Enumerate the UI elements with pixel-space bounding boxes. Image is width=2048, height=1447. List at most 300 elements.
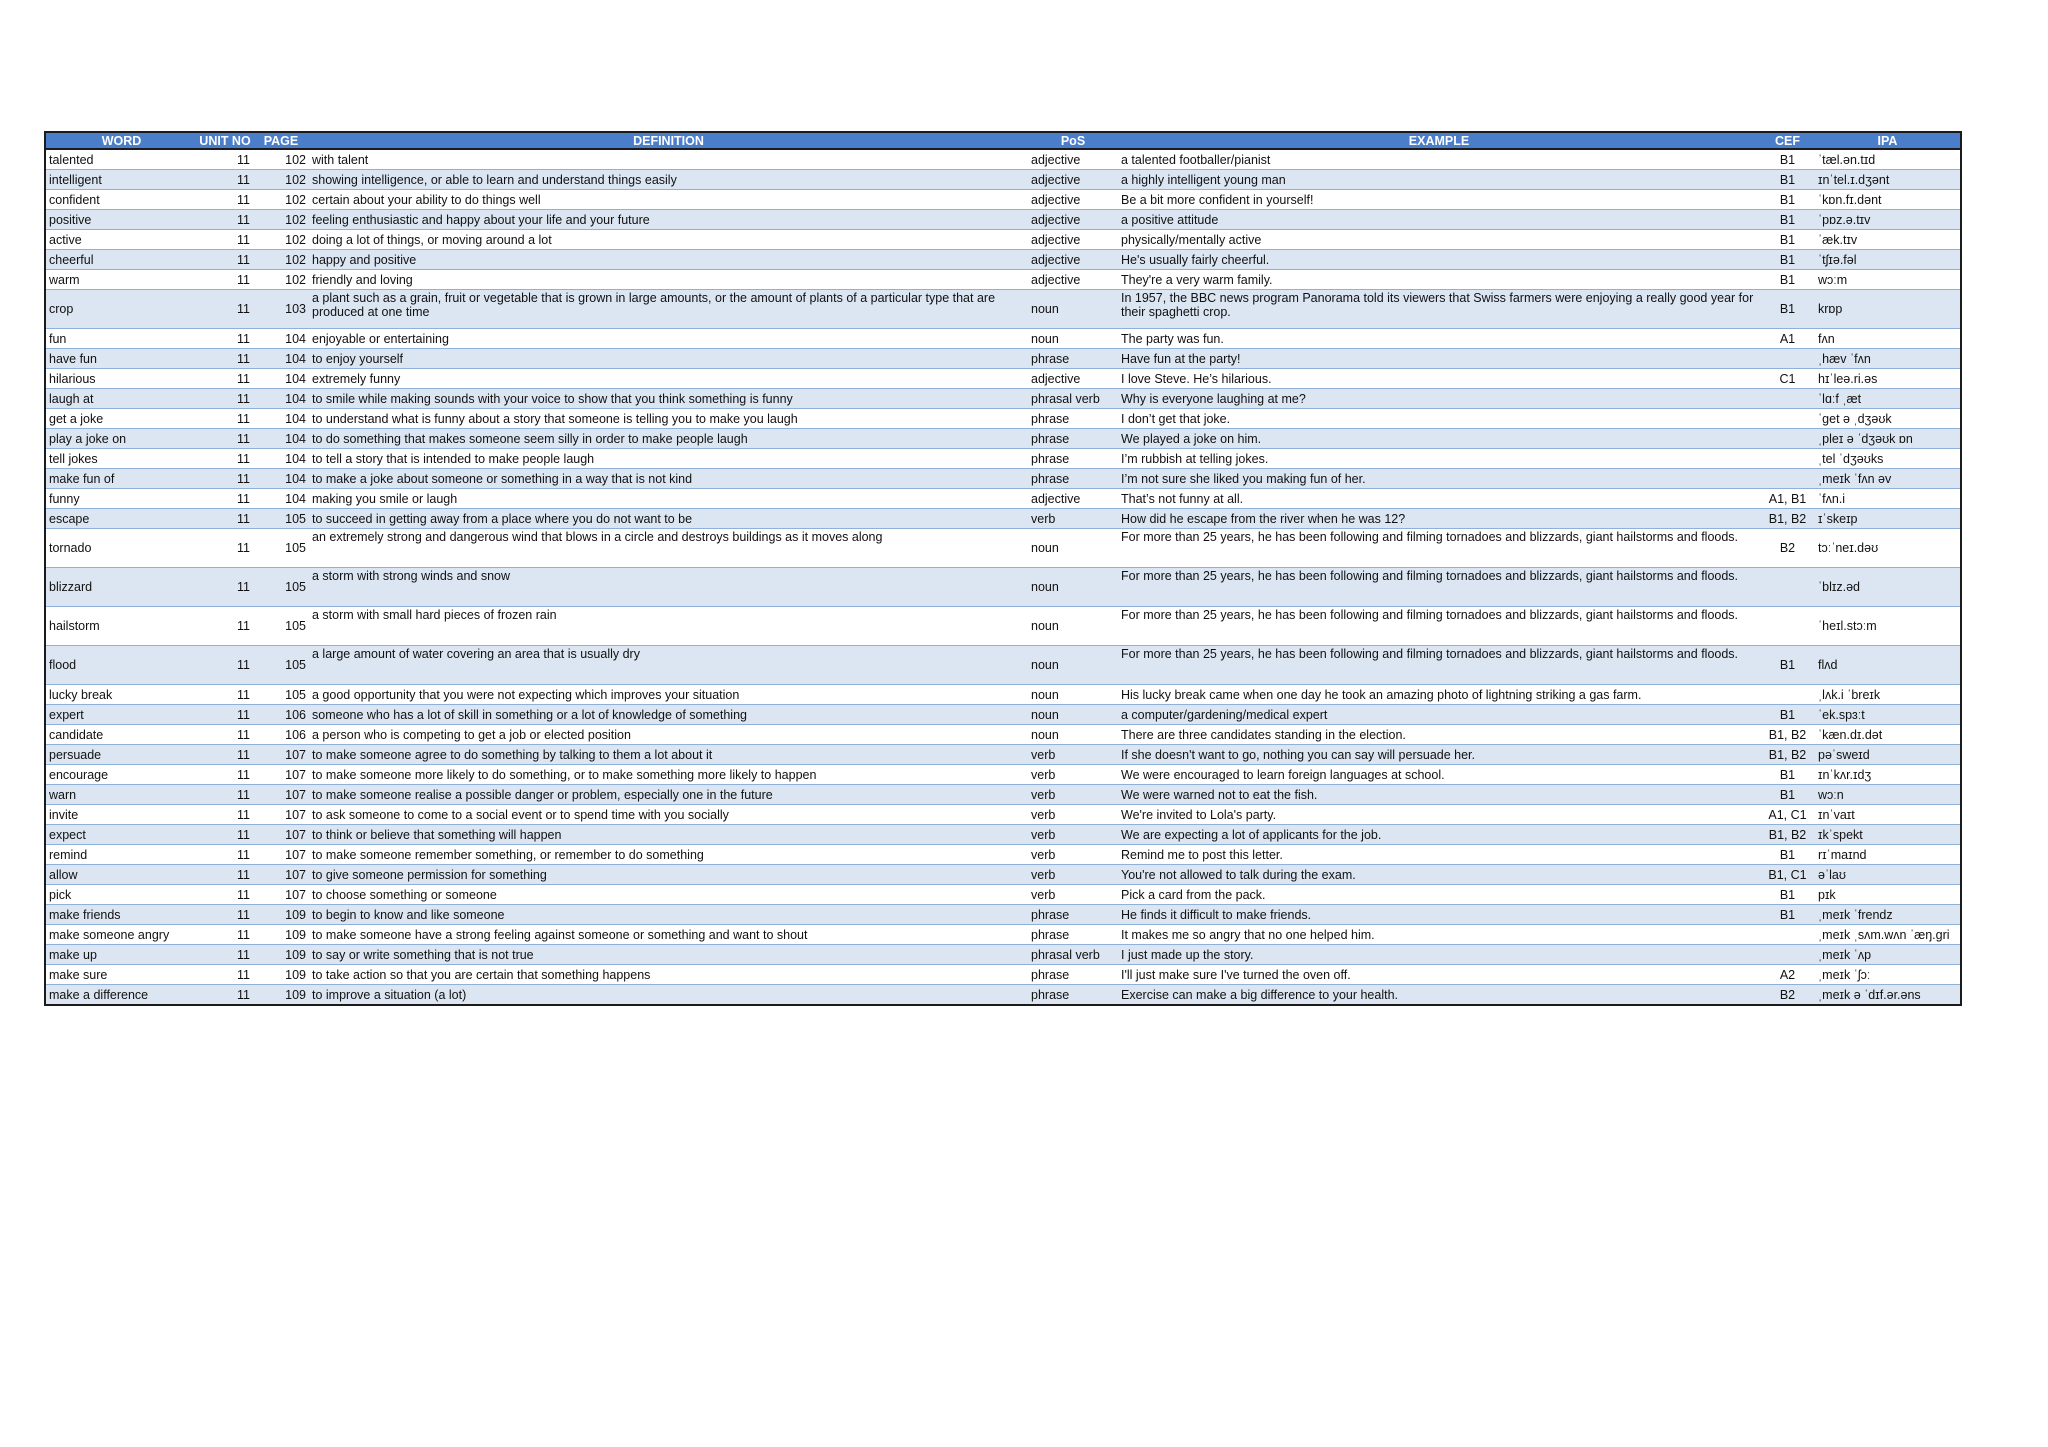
- cell-word: hilarious: [45, 369, 197, 389]
- cell-cef: B1: [1760, 230, 1815, 250]
- cell-definition: happy and positive: [309, 250, 1028, 270]
- cell-cef: [1760, 349, 1815, 369]
- cell-word: make someone angry: [45, 925, 197, 945]
- cell-pos: verb: [1028, 865, 1118, 885]
- header-unit-no: UNIT NO: [197, 132, 253, 149]
- cell-ipa: ɪnˈvaɪt: [1815, 805, 1961, 825]
- cell-cef: [1760, 469, 1815, 489]
- cell-ipa: ˌtel ˈdʒəʊks: [1815, 449, 1961, 469]
- cell-cef: [1760, 945, 1815, 965]
- cell-example: You're not allowed to talk during the exam.: [1118, 865, 1760, 885]
- cell-page: 105: [253, 646, 309, 685]
- cell-pos: noun: [1028, 725, 1118, 745]
- cell-cef: [1760, 607, 1815, 646]
- cell-ipa: fʌn: [1815, 329, 1961, 349]
- cell-unit-no: 11: [197, 469, 253, 489]
- cell-cef: A2: [1760, 965, 1815, 985]
- cell-pos: noun: [1028, 290, 1118, 329]
- cell-unit-no: 11: [197, 270, 253, 290]
- cell-pos: verb: [1028, 785, 1118, 805]
- cell-example: I just made up the story.: [1118, 945, 1760, 965]
- cell-word: warn: [45, 785, 197, 805]
- cell-example: I'll just make sure I've turned the oven off.: [1118, 965, 1760, 985]
- cell-cef: [1760, 389, 1815, 409]
- table-row: [45, 290, 1961, 329]
- cell-page: 105: [253, 509, 309, 529]
- cell-page: 107: [253, 745, 309, 765]
- cell-cef: B1, B2: [1760, 745, 1815, 765]
- cell-cef: [1760, 685, 1815, 705]
- table-row: [45, 509, 1961, 529]
- cell-definition: to make someone remember something, or remember to do something: [309, 845, 1028, 865]
- cell-unit-no: 11: [197, 685, 253, 705]
- header-example: EXAMPLE: [1118, 132, 1760, 149]
- cell-word: lucky break: [45, 685, 197, 705]
- cell-word: positive: [45, 210, 197, 230]
- cell-unit-no: 11: [197, 449, 253, 469]
- cell-cef: [1760, 568, 1815, 607]
- cell-word: crop: [45, 290, 197, 329]
- cell-cef: B1: [1760, 705, 1815, 725]
- cell-cef: B1: [1760, 270, 1815, 290]
- table-row: [45, 349, 1961, 369]
- header-ipa: IPA: [1815, 132, 1961, 149]
- cell-cef: B1, B2: [1760, 509, 1815, 529]
- cell-pos: adjective: [1028, 369, 1118, 389]
- table-row: [45, 329, 1961, 349]
- cell-word: pick: [45, 885, 197, 905]
- cell-cef: A1: [1760, 329, 1815, 349]
- cell-definition: to succeed in getting away from a place where you do not want to be: [309, 509, 1028, 529]
- cell-pos: adjective: [1028, 230, 1118, 250]
- cell-unit-no: 11: [197, 607, 253, 646]
- cell-unit-no: 11: [197, 509, 253, 529]
- cell-cef: B2: [1760, 985, 1815, 1006]
- cell-page: 105: [253, 568, 309, 607]
- cell-word: intelligent: [45, 170, 197, 190]
- cell-example: He finds it difficult to make friends.: [1118, 905, 1760, 925]
- cell-ipa: ˈek.spɜːt: [1815, 705, 1961, 725]
- cell-unit-no: 11: [197, 568, 253, 607]
- cell-word: funny: [45, 489, 197, 509]
- cell-word: make fun of: [45, 469, 197, 489]
- cell-page: 102: [253, 250, 309, 270]
- cell-ipa: ˈkæn.dɪ.dət: [1815, 725, 1961, 745]
- cell-cef: B2: [1760, 529, 1815, 568]
- cell-definition: to do something that makes someone seem silly in order to make people laugh: [309, 429, 1028, 449]
- cell-definition: friendly and loving: [309, 270, 1028, 290]
- cell-example: How did he escape from the river when he was 12?: [1118, 509, 1760, 529]
- cell-ipa: ˌmeɪk ˌsʌm.wʌn ˈæŋ.gri: [1815, 925, 1961, 945]
- cell-cef: B1: [1760, 785, 1815, 805]
- header-pos: PoS: [1028, 132, 1118, 149]
- table-row: [45, 745, 1961, 765]
- cell-example: a highly intelligent young man: [1118, 170, 1760, 190]
- cell-pos: noun: [1028, 607, 1118, 646]
- table-row: [45, 925, 1961, 945]
- cell-example: We were encouraged to learn foreign languages at school.: [1118, 765, 1760, 785]
- cell-cef: A1, C1: [1760, 805, 1815, 825]
- cell-pos: adjective: [1028, 210, 1118, 230]
- table-row: [45, 250, 1961, 270]
- cell-definition: to make someone realise a possible danger or problem, especially one in the future: [309, 785, 1028, 805]
- cell-word: blizzard: [45, 568, 197, 607]
- cell-pos: noun: [1028, 646, 1118, 685]
- cell-word: active: [45, 230, 197, 250]
- cell-example: For more than 25 years, he has been following and filming tornadoes and blizzards, giant hailstorms and floods.: [1118, 646, 1760, 685]
- cell-pos: verb: [1028, 845, 1118, 865]
- cell-ipa: ˈfʌn.i: [1815, 489, 1961, 509]
- cell-page: 102: [253, 149, 309, 170]
- cell-page: 109: [253, 905, 309, 925]
- cell-pos: noun: [1028, 568, 1118, 607]
- cell-ipa: wɔːn: [1815, 785, 1961, 805]
- cell-definition: to take action so that you are certain that something happens: [309, 965, 1028, 985]
- cell-pos: adjective: [1028, 250, 1118, 270]
- cell-page: 105: [253, 607, 309, 646]
- cell-pos: phrase: [1028, 349, 1118, 369]
- cell-cef: B1: [1760, 290, 1815, 329]
- cell-page: 104: [253, 349, 309, 369]
- cell-ipa: ɪnˈtel.ɪ.dʒənt: [1815, 170, 1961, 190]
- cell-ipa: pɪk: [1815, 885, 1961, 905]
- header-definition: DEFINITION: [309, 132, 1028, 149]
- cell-ipa: ˌmeɪk ˈfʌn əv: [1815, 469, 1961, 489]
- cell-page: 104: [253, 489, 309, 509]
- cell-ipa: ˌpleɪ ə ˈdʒəʊk ɒn: [1815, 429, 1961, 449]
- cell-unit-no: 11: [197, 885, 253, 905]
- cell-cef: B1: [1760, 885, 1815, 905]
- cell-word: get a joke: [45, 409, 197, 429]
- cell-ipa: ˈkɒn.fɪ.dənt: [1815, 190, 1961, 210]
- cell-cef: B1: [1760, 765, 1815, 785]
- cell-example: In 1957, the BBC news program Panorama told its viewers that Swiss farmers were enjoying a really good year for their spaghetti crop.: [1118, 290, 1760, 329]
- table-row: [45, 945, 1961, 965]
- cell-pos: phrasal verb: [1028, 945, 1118, 965]
- cell-ipa: ɪkˈspekt: [1815, 825, 1961, 845]
- cell-word: flood: [45, 646, 197, 685]
- cell-page: 104: [253, 329, 309, 349]
- cell-unit-no: 11: [197, 925, 253, 945]
- cell-ipa: ˈtæl.ən.tɪd: [1815, 149, 1961, 170]
- table-row: [45, 210, 1961, 230]
- cell-ipa: ˌmeɪk ˈʌp: [1815, 945, 1961, 965]
- cell-example: It makes me so angry that no one helped him.: [1118, 925, 1760, 945]
- cell-pos: phrase: [1028, 409, 1118, 429]
- cell-pos: phrase: [1028, 449, 1118, 469]
- cell-page: 107: [253, 885, 309, 905]
- table-row: [45, 449, 1961, 469]
- cell-word: invite: [45, 805, 197, 825]
- cell-word: remind: [45, 845, 197, 865]
- cell-word: warm: [45, 270, 197, 290]
- cell-page: 104: [253, 469, 309, 489]
- cell-definition: to make someone agree to do something by talking to them a lot about it: [309, 745, 1028, 765]
- cell-page: 104: [253, 409, 309, 429]
- header-row: [45, 132, 1961, 149]
- cell-page: 102: [253, 230, 309, 250]
- cell-unit-no: 11: [197, 765, 253, 785]
- cell-unit-no: 11: [197, 429, 253, 449]
- cell-word: expect: [45, 825, 197, 845]
- cell-example: I don’t get that joke.: [1118, 409, 1760, 429]
- cell-definition: to improve a situation (a lot): [309, 985, 1028, 1006]
- cell-unit-no: 11: [197, 210, 253, 230]
- cell-unit-no: 11: [197, 190, 253, 210]
- cell-example: If she doesn't want to go, nothing you can say will persuade her.: [1118, 745, 1760, 765]
- cell-ipa: ˈblɪz.əd: [1815, 568, 1961, 607]
- cell-ipa: ˈheɪl.stɔːm: [1815, 607, 1961, 646]
- cell-ipa: rɪˈmaɪnd: [1815, 845, 1961, 865]
- cell-unit-no: 11: [197, 489, 253, 509]
- cell-unit-no: 11: [197, 725, 253, 745]
- cell-unit-no: 11: [197, 985, 253, 1006]
- cell-example: For more than 25 years, he has been following and filming tornadoes and blizzards, giant hailstorms and floods.: [1118, 529, 1760, 568]
- cell-ipa: ˈpɒz.ə.tɪv: [1815, 210, 1961, 230]
- cell-page: 102: [253, 270, 309, 290]
- cell-word: escape: [45, 509, 197, 529]
- cell-cef: [1760, 429, 1815, 449]
- cell-example: Remind me to post this letter.: [1118, 845, 1760, 865]
- table-row: [45, 705, 1961, 725]
- cell-page: 104: [253, 429, 309, 449]
- cell-unit-no: 11: [197, 409, 253, 429]
- cell-pos: verb: [1028, 805, 1118, 825]
- cell-unit-no: 11: [197, 646, 253, 685]
- cell-definition: a good opportunity that you were not expecting which improves your situation: [309, 685, 1028, 705]
- cell-definition: to make someone have a strong feeling against someone or something and want to shout: [309, 925, 1028, 945]
- cell-ipa: ˈlɑːf ˌæt: [1815, 389, 1961, 409]
- cell-definition: certain about your ability to do things well: [309, 190, 1028, 210]
- cell-ipa: ˈtʃɪə.fəl: [1815, 250, 1961, 270]
- table-row: [45, 765, 1961, 785]
- table-row: [45, 529, 1961, 568]
- cell-word: encourage: [45, 765, 197, 785]
- cell-example: Have fun at the party!: [1118, 349, 1760, 369]
- table-row: [45, 489, 1961, 509]
- cell-page: 105: [253, 529, 309, 568]
- cell-example: They're a very warm family.: [1118, 270, 1760, 290]
- table-row: [45, 885, 1961, 905]
- vocabulary-table: [44, 131, 1962, 1006]
- table-row: [45, 230, 1961, 250]
- cell-pos: noun: [1028, 705, 1118, 725]
- cell-pos: phrase: [1028, 469, 1118, 489]
- cell-page: 102: [253, 170, 309, 190]
- cell-unit-no: 11: [197, 945, 253, 965]
- cell-example: For more than 25 years, he has been following and filming tornadoes and blizzards, giant hailstorms and floods.: [1118, 568, 1760, 607]
- cell-cef: B1, B2: [1760, 725, 1815, 745]
- cell-unit-no: 11: [197, 529, 253, 568]
- cell-word: talented: [45, 149, 197, 170]
- cell-page: 102: [253, 190, 309, 210]
- cell-pos: adjective: [1028, 489, 1118, 509]
- cell-unit-no: 11: [197, 825, 253, 845]
- cell-unit-no: 11: [197, 170, 253, 190]
- table-row: [45, 965, 1961, 985]
- cell-cef: [1760, 925, 1815, 945]
- table-row: [45, 369, 1961, 389]
- cell-unit-no: 11: [197, 905, 253, 925]
- cell-word: have fun: [45, 349, 197, 369]
- cell-example: a positive attitude: [1118, 210, 1760, 230]
- cell-ipa: ˌmeɪk ˈfrendz: [1815, 905, 1961, 925]
- cell-word: play a joke on: [45, 429, 197, 449]
- table-row: [45, 190, 1961, 210]
- cell-word: fun: [45, 329, 197, 349]
- cell-example: a computer/gardening/medical expert: [1118, 705, 1760, 725]
- cell-definition: to make someone more likely to do something, or to make something more likely to happen: [309, 765, 1028, 785]
- cell-pos: phrase: [1028, 429, 1118, 449]
- cell-cef: [1760, 449, 1815, 469]
- cell-cef: B1, B2: [1760, 825, 1815, 845]
- cell-example: We are expecting a lot of applicants for the job.: [1118, 825, 1760, 845]
- cell-ipa: ˌmeɪk ˈʃɔː: [1815, 965, 1961, 985]
- cell-ipa: ˌhæv ˈfʌn: [1815, 349, 1961, 369]
- table-row: [45, 568, 1961, 607]
- cell-unit-no: 11: [197, 745, 253, 765]
- cell-example: There are three candidates standing in the election.: [1118, 725, 1760, 745]
- cell-definition: a storm with small hard pieces of frozen rain: [309, 607, 1028, 646]
- cell-unit-no: 11: [197, 149, 253, 170]
- table-body: [45, 149, 1961, 1005]
- cell-unit-no: 11: [197, 705, 253, 725]
- cell-unit-no: 11: [197, 329, 253, 349]
- cell-ipa: ˌmeɪk ə ˈdɪf.ər.əns: [1815, 985, 1961, 1006]
- cell-definition: to choose something or someone: [309, 885, 1028, 905]
- cell-definition: a storm with strong winds and snow: [309, 568, 1028, 607]
- cell-page: 109: [253, 965, 309, 985]
- cell-example: The party was fun.: [1118, 329, 1760, 349]
- cell-example: Exercise can make a big difference to your health.: [1118, 985, 1760, 1006]
- cell-pos: adjective: [1028, 149, 1118, 170]
- cell-example: His lucky break came when one day he took an amazing photo of lightning striking a gas farm.: [1118, 685, 1760, 705]
- table-row: [45, 429, 1961, 449]
- cell-page: 103: [253, 290, 309, 329]
- table-row: [45, 985, 1961, 1006]
- table-row: [45, 607, 1961, 646]
- table-row: [45, 685, 1961, 705]
- cell-pos: verb: [1028, 885, 1118, 905]
- table-row: [45, 170, 1961, 190]
- cell-pos: adjective: [1028, 190, 1118, 210]
- cell-pos: verb: [1028, 825, 1118, 845]
- cell-ipa: əˈlaʊ: [1815, 865, 1961, 885]
- cell-cef: B1: [1760, 210, 1815, 230]
- cell-unit-no: 11: [197, 965, 253, 985]
- cell-word: make friends: [45, 905, 197, 925]
- table-row: [45, 149, 1961, 170]
- cell-page: 107: [253, 865, 309, 885]
- cell-cef: B1: [1760, 646, 1815, 685]
- table-row: [45, 785, 1961, 805]
- cell-word: hailstorm: [45, 607, 197, 646]
- cell-unit-no: 11: [197, 349, 253, 369]
- cell-word: tell jokes: [45, 449, 197, 469]
- cell-word: allow: [45, 865, 197, 885]
- table-row: [45, 805, 1961, 825]
- cell-definition: to make a joke about someone or something in a way that is not kind: [309, 469, 1028, 489]
- cell-example: physically/mentally active: [1118, 230, 1760, 250]
- cell-cef: B1: [1760, 190, 1815, 210]
- cell-ipa: pəˈsweɪd: [1815, 745, 1961, 765]
- cell-pos: phrase: [1028, 965, 1118, 985]
- cell-pos: verb: [1028, 765, 1118, 785]
- cell-cef: B1: [1760, 170, 1815, 190]
- cell-definition: a plant such as a grain, fruit or vegetable that is grown in large amounts, or the amount of plants of a particular type that are produced at one time: [309, 290, 1028, 329]
- cell-definition: to ask someone to come to a social event or to spend time with you socially: [309, 805, 1028, 825]
- table-row: [45, 389, 1961, 409]
- cell-word: make a difference: [45, 985, 197, 1006]
- cell-pos: adjective: [1028, 170, 1118, 190]
- table-row: [45, 825, 1961, 845]
- cell-page: 102: [253, 210, 309, 230]
- cell-page: 104: [253, 449, 309, 469]
- cell-page: 106: [253, 705, 309, 725]
- table-row: [45, 469, 1961, 489]
- cell-example: For more than 25 years, he has been following and filming tornadoes and blizzards, giant hailstorms and floods.: [1118, 607, 1760, 646]
- cell-pos: noun: [1028, 329, 1118, 349]
- cell-ipa: ˌlʌk.i ˈbreɪk: [1815, 685, 1961, 705]
- cell-pos: phrase: [1028, 985, 1118, 1006]
- header-word: WORD: [45, 132, 197, 149]
- cell-word: candidate: [45, 725, 197, 745]
- cell-page: 104: [253, 369, 309, 389]
- cell-example: Why is everyone laughing at me?: [1118, 389, 1760, 409]
- cell-unit-no: 11: [197, 250, 253, 270]
- cell-example: We were warned not to eat the fish.: [1118, 785, 1760, 805]
- cell-cef: [1760, 409, 1815, 429]
- cell-page: 109: [253, 925, 309, 945]
- cell-example: I love Steve. He’s hilarious.: [1118, 369, 1760, 389]
- cell-unit-no: 11: [197, 845, 253, 865]
- cell-cef: B1: [1760, 845, 1815, 865]
- cell-definition: showing intelligence, or able to learn and understand things easily: [309, 170, 1028, 190]
- cell-word: make up: [45, 945, 197, 965]
- cell-example: a talented footballer/pianist: [1118, 149, 1760, 170]
- cell-word: make sure: [45, 965, 197, 985]
- cell-definition: to give someone permission for something: [309, 865, 1028, 885]
- cell-unit-no: 11: [197, 290, 253, 329]
- cell-definition: a person who is competing to get a job or elected position: [309, 725, 1028, 745]
- cell-definition: to begin to know and like someone: [309, 905, 1028, 925]
- cell-unit-no: 11: [197, 230, 253, 250]
- cell-cef: B1: [1760, 905, 1815, 925]
- cell-page: 107: [253, 845, 309, 865]
- cell-ipa: hɪˈleə.ri.əs: [1815, 369, 1961, 389]
- cell-definition: someone who has a lot of skill in something or a lot of knowledge of something: [309, 705, 1028, 725]
- cell-pos: noun: [1028, 529, 1118, 568]
- cell-definition: doing a lot of things, or moving around a lot: [309, 230, 1028, 250]
- cell-page: 106: [253, 725, 309, 745]
- cell-pos: adjective: [1028, 270, 1118, 290]
- cell-example: I’m rubbish at telling jokes.: [1118, 449, 1760, 469]
- cell-page: 105: [253, 685, 309, 705]
- cell-cef: B1, C1: [1760, 865, 1815, 885]
- cell-ipa: flʌd: [1815, 646, 1961, 685]
- cell-pos: verb: [1028, 745, 1118, 765]
- cell-ipa: tɔːˈneɪ.dəʊ: [1815, 529, 1961, 568]
- cell-definition: to smile while making sounds with your voice to show that you think something is funny: [309, 389, 1028, 409]
- header-page: PAGE: [253, 132, 309, 149]
- table-row: [45, 865, 1961, 885]
- cell-ipa: ˈget ə ˌdʒəʊk: [1815, 409, 1961, 429]
- cell-definition: an extremely strong and dangerous wind that blows in a circle and destroys buildings as it moves along: [309, 529, 1028, 568]
- cell-pos: noun: [1028, 685, 1118, 705]
- cell-cef: A1, B1: [1760, 489, 1815, 509]
- cell-definition: a large amount of water covering an area that is usually dry: [309, 646, 1028, 685]
- cell-word: laugh at: [45, 389, 197, 409]
